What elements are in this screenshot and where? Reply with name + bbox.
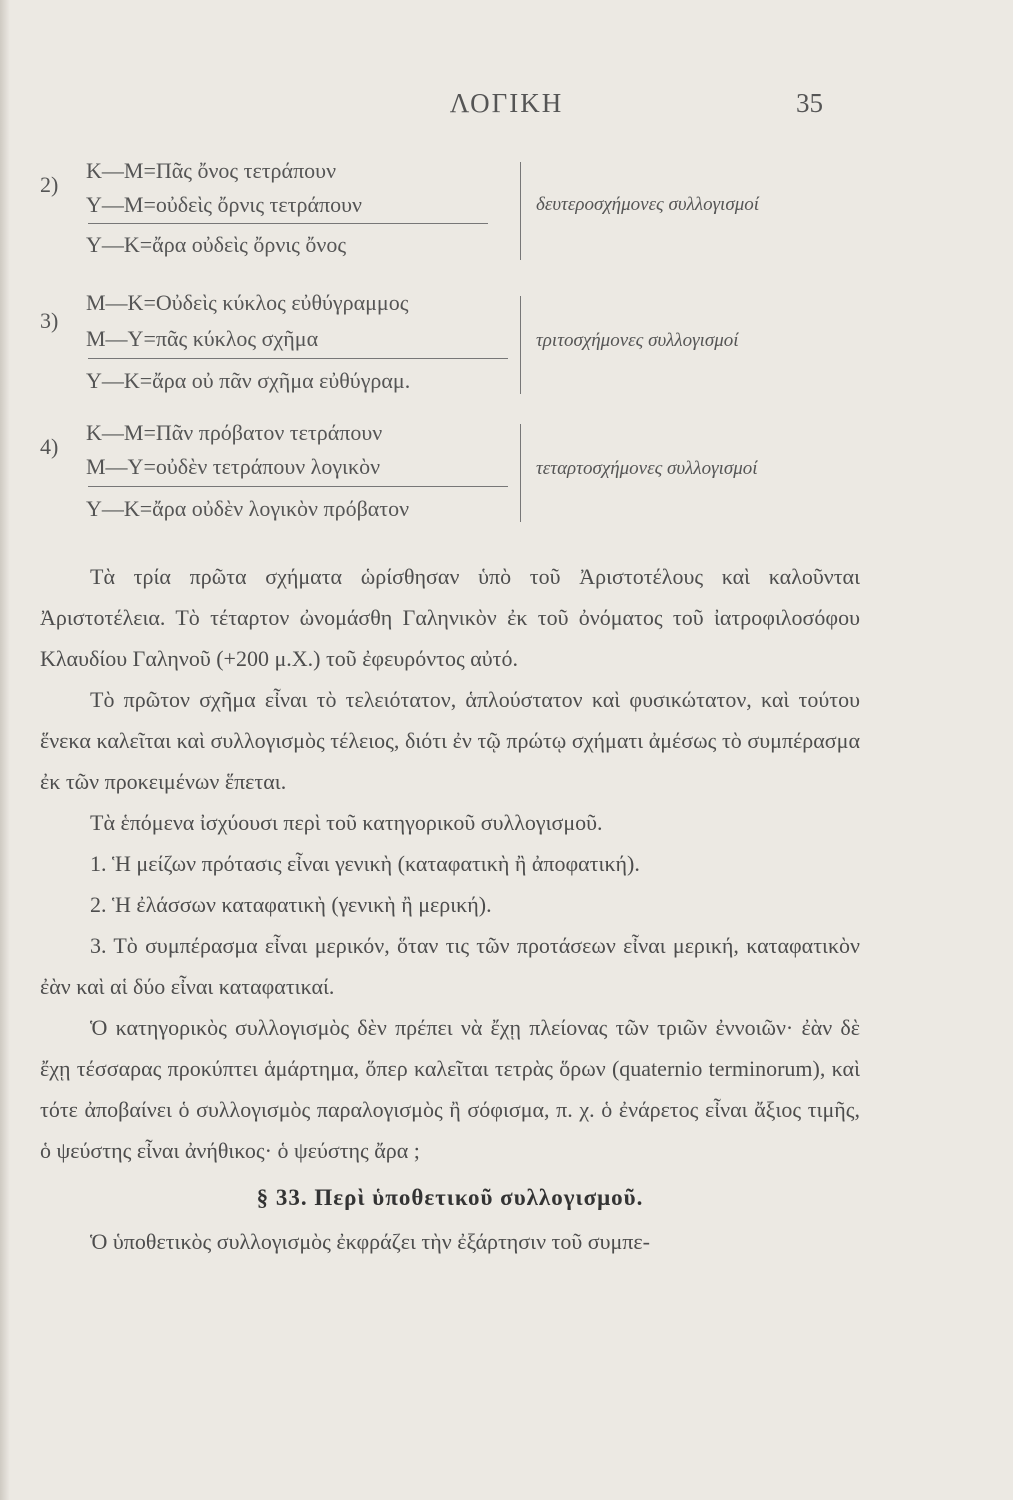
major-premise: Κ—Μ=Πᾶς ὄνος τετράπουν xyxy=(86,158,337,183)
syllogism-2 xyxy=(40,158,1000,268)
paragraph-first-figure: Τὸ πρῶτον σχῆμα εἶναι τὸ τελειότατον, ἁπλούστατον καὶ φυσικώτατον, καὶ τούτου ἕνεκα καλεῖται καὶ συλλογισμὸς τέλειος, διότι ἐν τῷ πρώτῳ σχήματι ἀμέσως τὸ συμπέρασμα ἐκ τῶν προκειμένων ἕπεται. xyxy=(40,687,860,794)
rule-item-1: 1. Ἡ μείζων πρότασις εἶναι γενικὴ (καταφατικὴ ἢ ἀποφατική). xyxy=(90,851,640,876)
rule-item-3: 3. Τὸ συμπέρασμα εἶναι μερικόν, ὅταν τις τῶν προτάσεων εἶναι μερική, καταφατικὸν ἐὰν καὶ αἱ δύο εἶναι καταφατικαί. xyxy=(40,933,860,999)
minor-premise: Υ—Μ=οὐδεὶς ὄρνις τετράπουν xyxy=(86,192,362,217)
premise-rule xyxy=(88,223,488,224)
minor-premise: Μ—Υ=οὐδὲν τετράπουν λογικὸν xyxy=(86,454,381,479)
paragraph-quaternio: Ὁ κατηγορικὸς συλλογισμὸς δὲν πρέπει νὰ ἔχῃ πλείονας τῶν τριῶν ἐννοιῶν· ἐὰν δὲ ἔχῃ τέσσαρας προκύπτει ἁμάρτημα, ὅπερ καλεῖται τετρὰς ὅρων (quaternio terminorum), καὶ τότε ἀποβαίνει ὁ συλλογισμὸς παραλογισμὸς ἢ σόφισμα, π. χ. ὁ ἐνάρετος εἶναι ἄξιος τιμῆς, ὁ ψεύστης εἶναι ἀνήθικος· ὁ ψεύστης ἄρα ; xyxy=(40,1015,860,1163)
syllogism-number: 2) xyxy=(40,172,59,197)
major-premise: Μ—Κ=Οὐδεὶς κύκλος εὐθύγραμμος xyxy=(86,290,409,315)
syllogism-4 xyxy=(40,420,1000,530)
paragraph-figures-origin: Τὰ τρία πρῶτα σχήματα ὡρίσθησαν ὑπὸ τοῦ Ἀριστοτέλους καὶ καλοῦνται Ἀριστοτέλεια. Τὸ τέταρτον ὠνομάσθη Γαληνικὸν ἐκ τοῦ ὀνόματος τοῦ ἰατροφιλοσόφου Κλαυδίου Γαληνοῦ (+200 μ.Χ.) τοῦ ἐφευρόντος αὐτό. xyxy=(40,564,860,671)
conclusion: Υ—Κ=ἄρα οὐδεὶς ὄρνις ὄνος xyxy=(86,232,347,257)
syllogism-number: 3) xyxy=(40,308,59,333)
figure-label: τριτοσχήμονες συλλογισμοί xyxy=(536,330,739,351)
figure-label: δευτεροσχήμονες συλλογισμοί xyxy=(536,194,760,215)
brace xyxy=(510,162,521,260)
brace xyxy=(510,424,521,522)
premise-rule xyxy=(88,358,508,359)
page-header xyxy=(0,88,1013,124)
figure-label: τεταρτοσχήμονες συλλογισμοί xyxy=(536,458,758,479)
running-title: ΛΟΓΙΚΗ xyxy=(449,88,564,118)
major-premise: Κ—Μ=Πᾶν πρόβατον τετράπουν xyxy=(86,420,383,445)
brace xyxy=(510,296,521,394)
page-edge xyxy=(0,0,10,1500)
paragraph-rules-intro: Τὰ ἑπόμενα ἰσχύουσι περὶ τοῦ κατηγορικοῦ συλλογισμοῦ. xyxy=(90,810,603,835)
paragraph-hypothetical: Ὁ ὑποθετικὸς συλλογισμὸς ἐκφράζει τὴν ἐξάρτησιν τοῦ συμπε- xyxy=(90,1229,650,1254)
premise-rule xyxy=(88,486,508,487)
minor-premise: Μ—Υ=πᾶς κύκλος σχῆμα xyxy=(86,326,319,351)
syllogism-number: 4) xyxy=(40,434,59,459)
page-number: 35 xyxy=(796,88,823,118)
body-text xyxy=(40,556,860,1262)
conclusion: Υ—Κ=ἄρα οὐ πᾶν σχῆμα εὐθύγραμ. xyxy=(86,368,411,393)
section-heading: § 33. Περὶ ὑποθετικοῦ συλλογισμοῦ. xyxy=(256,1185,644,1210)
conclusion: Υ—Κ=ἄρα οὐδὲν λογικὸν πρόβατον xyxy=(86,496,410,521)
rule-item-2: 2. Ἡ ἐλάσσων καταφατικὴ (γενικὴ ἢ μερική). xyxy=(90,892,492,917)
syllogism-3 xyxy=(40,290,1000,400)
